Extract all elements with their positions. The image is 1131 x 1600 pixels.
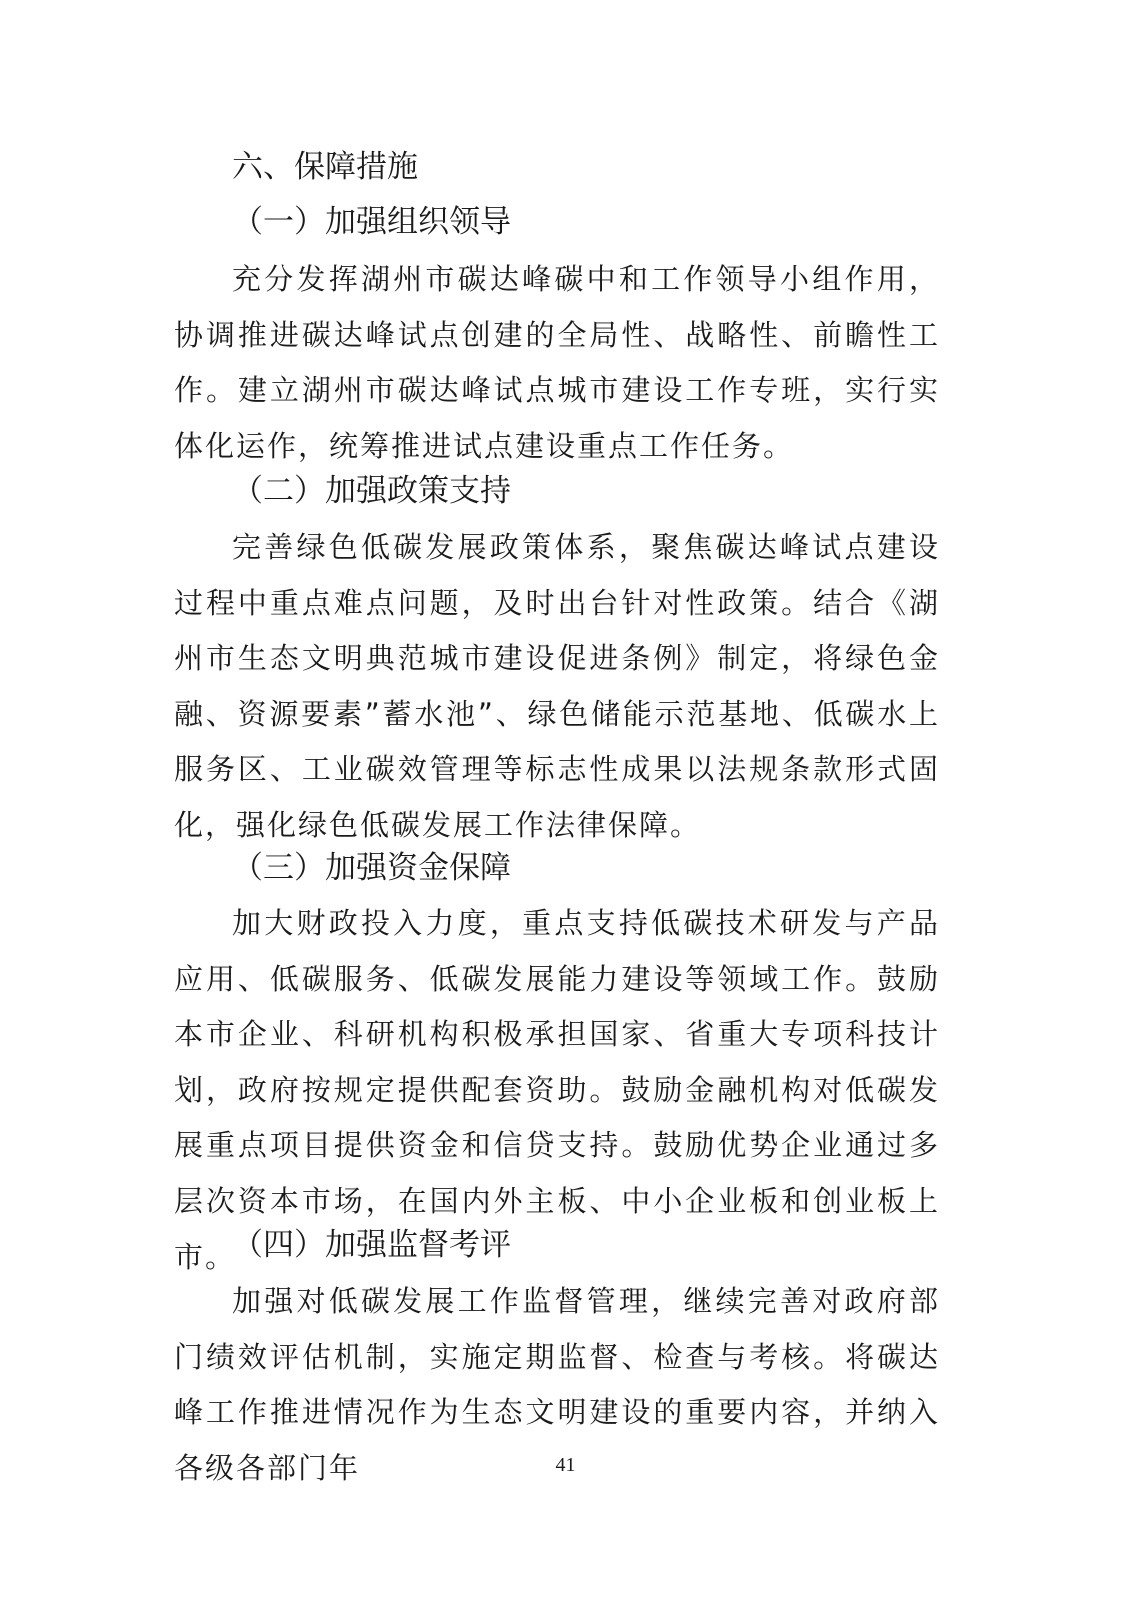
paragraph-policy: 完善绿色低碳发展政策体系，聚焦碳达峰试点建设过程中重点难点问题，及时出台针对性政策。结合《湖州市生态文明典范城市建设促进条例》制定，将绿色金融、资源要素”蓄水池”、绿色储能示范基地、低碳水上服务区、工业碳效管理等标志性成果以法规条款形式固化，强化绿色低碳发展工作法律保障。 xyxy=(174,530,940,842)
page-number: 41 xyxy=(555,1454,576,1476)
paragraph-organization: 充分发挥湖州市碳达峰碳中和工作领导小组作用，协调推进碳达峰试点创建的全局性、战略性、前瞻性工作。建立湖州市碳达峰试点城市建设工作专班，实行实体化运作，统筹推进试点建设重点工作任务。 xyxy=(174,262,940,463)
subsection-heading-supervision: （四）加强监督考评 xyxy=(232,1227,511,1263)
subsection-heading-organization: （一）加强组织领导 xyxy=(232,204,511,240)
subsection-heading-policy: （二）加强政策支持 xyxy=(232,473,511,509)
section-heading: 六、保障措施 xyxy=(232,149,418,185)
subsection-heading-funding: （三）加强资金保障 xyxy=(232,850,511,886)
paragraph-funding: 加大财政投入力度，重点支持低碳技术研发与产品应用、低碳服务、低碳发展能力建设等领域工作。鼓励本市企业、科研机构积极承担国家、省重大专项科技计划，政府按规定提供配套资助。鼓励金融机构对低碳发展重点项目提供资金和信贷支持。鼓励优势企业通过多层次资本市场，在国内外主板、中小企业板和创业板上市。 xyxy=(174,906,940,1274)
paragraph-supervision: 加强对低碳发展工作监督管理，继续完善对政府部门绩效评估机制，实施定期监督、检查与考核。将碳达峰工作推进情况作为生态文明建设的重要内容，并纳入各级各部门年 xyxy=(174,1284,940,1485)
